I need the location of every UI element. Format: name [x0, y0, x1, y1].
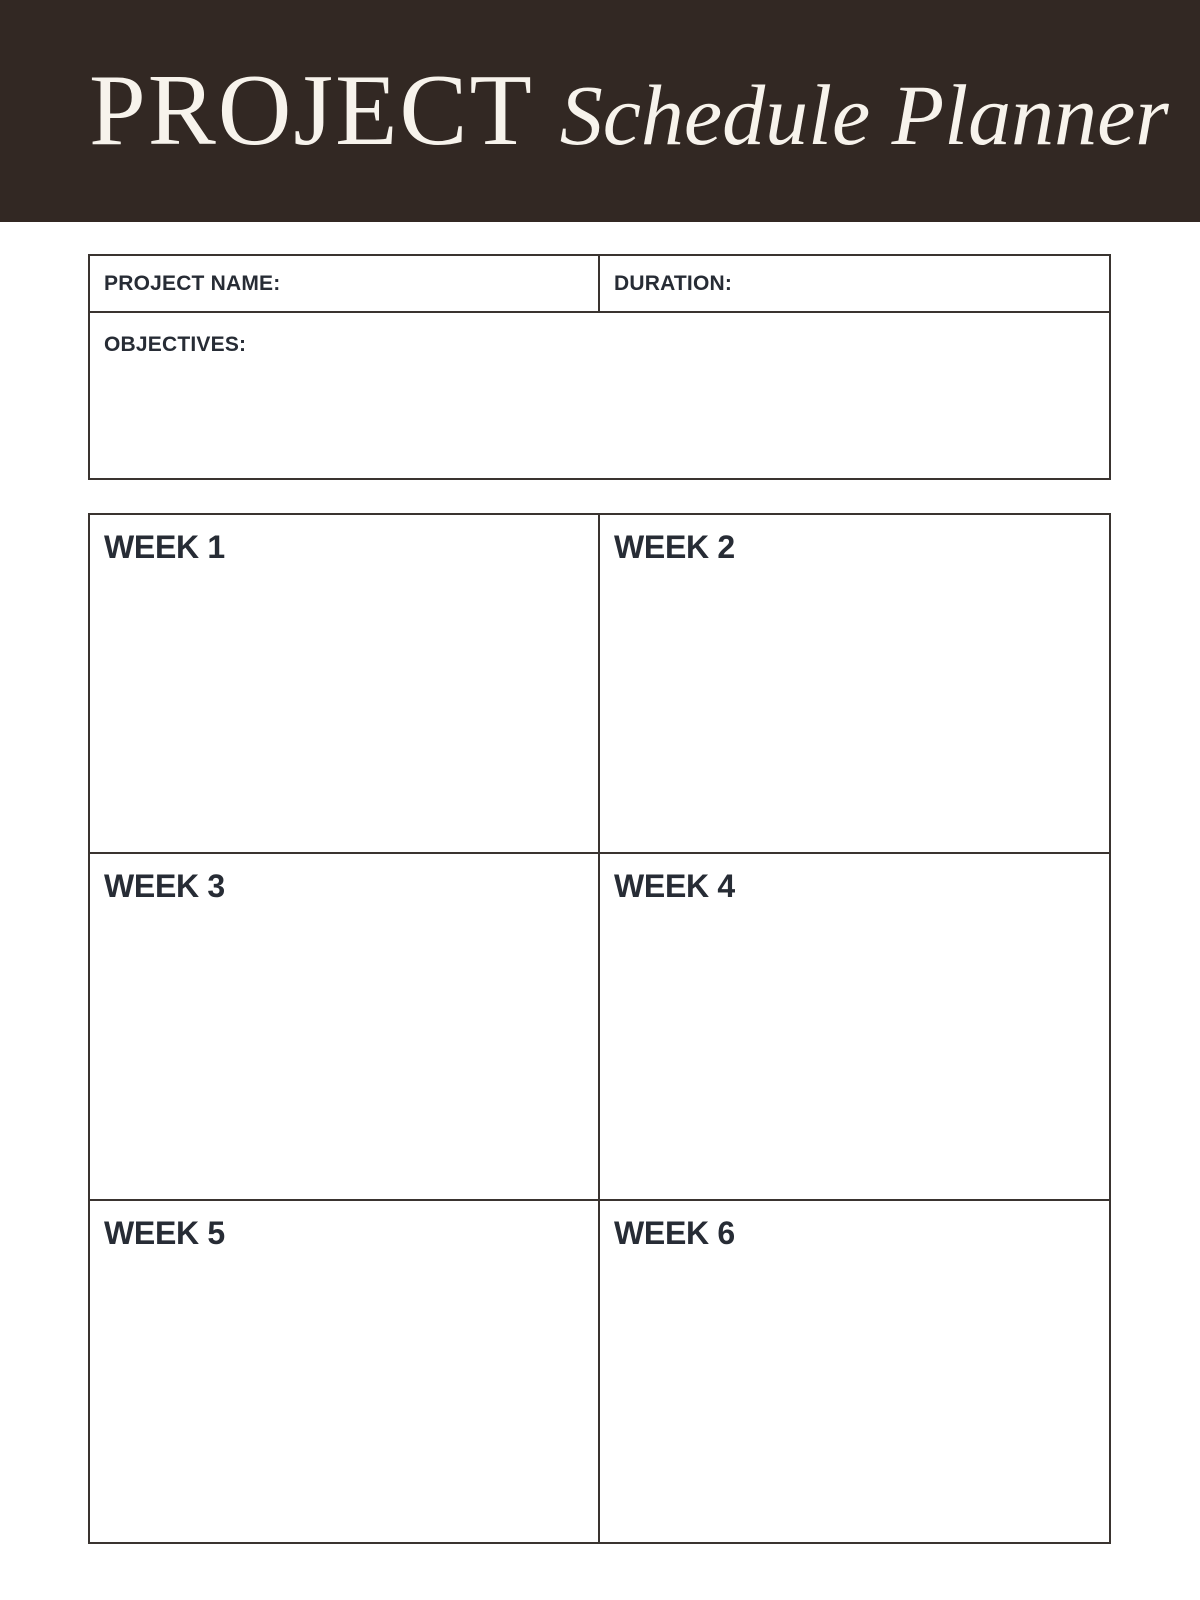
page-title-project: PROJECT	[89, 54, 534, 167]
week-1-label: WEEK 1	[104, 529, 225, 565]
week-3-field[interactable]	[90, 854, 600, 1201]
week-6-field[interactable]	[600, 1201, 1109, 1542]
objectives-label: OBJECTIVES:	[104, 333, 247, 356]
week-2-field[interactable]	[600, 515, 1109, 854]
week-2-label: WEEK 2	[614, 529, 735, 565]
week-6-label: WEEK 6	[614, 1215, 735, 1251]
page-title-schedule-planner: Schedule Planner	[559, 67, 1169, 163]
project-info-table	[88, 254, 1111, 480]
week-schedule-grid	[88, 513, 1111, 1544]
objectives-field[interactable]	[90, 313, 1109, 478]
project-name-field[interactable]	[90, 256, 600, 311]
header-banner	[0, 0, 1200, 222]
week-1-field[interactable]	[90, 515, 600, 854]
week-4-field[interactable]	[600, 854, 1109, 1201]
week-4-label: WEEK 4	[614, 868, 735, 904]
duration-label: DURATION:	[614, 271, 733, 295]
duration-field[interactable]	[600, 256, 1109, 311]
week-5-label: WEEK 5	[104, 1215, 225, 1251]
week-5-field[interactable]	[90, 1201, 600, 1542]
project-info-top-row	[90, 256, 1109, 313]
page-title	[89, 54, 1169, 167]
week-3-label: WEEK 3	[104, 868, 225, 904]
project-name-label: PROJECT NAME:	[104, 271, 281, 295]
